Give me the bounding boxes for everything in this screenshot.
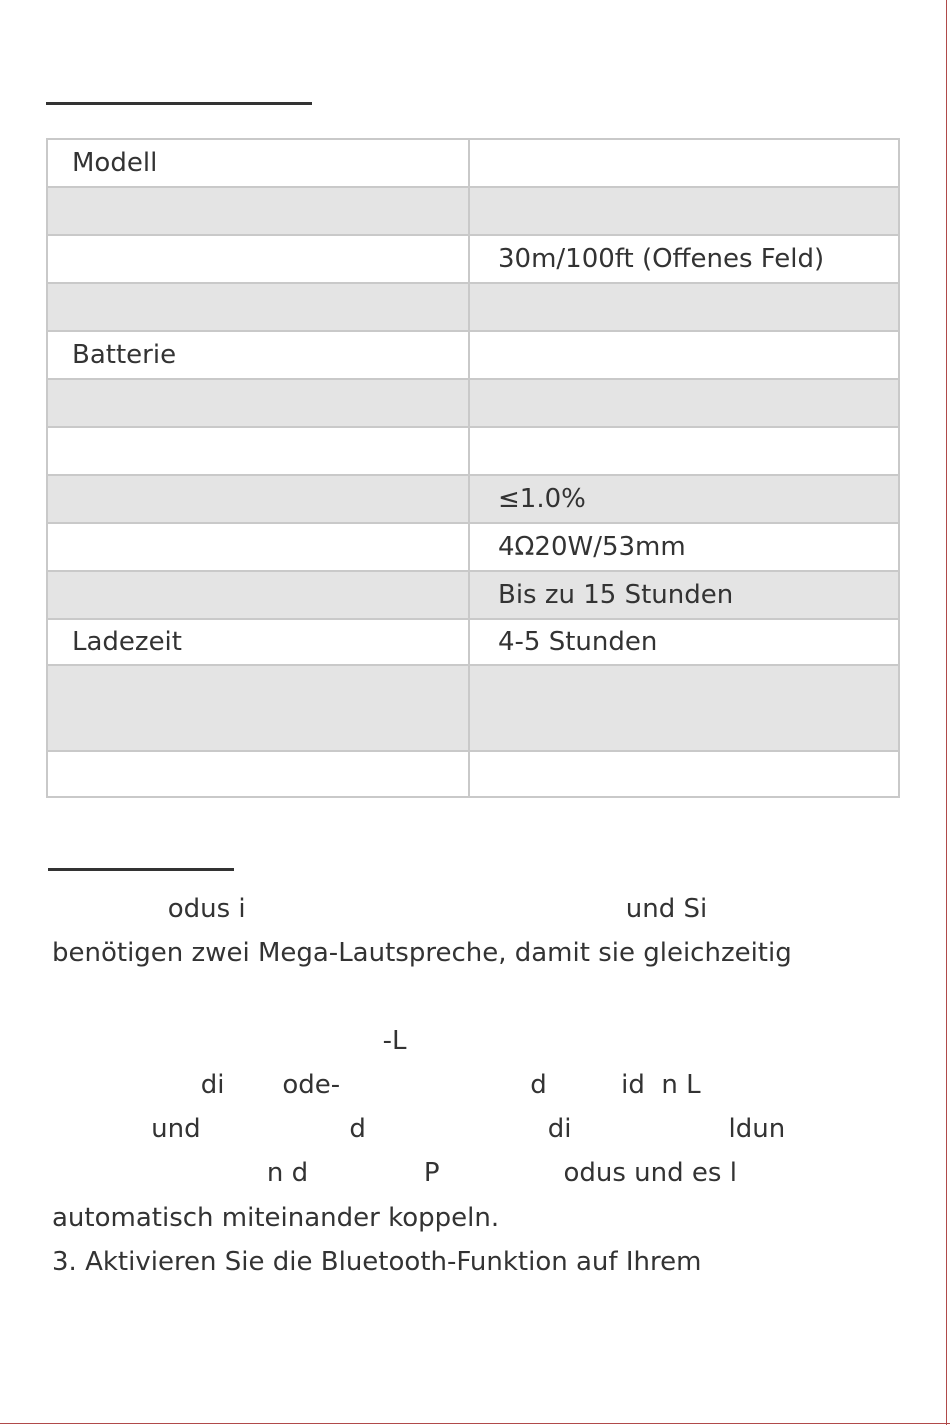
text-line: -L: [52, 1026, 407, 1056]
spec-label-cell: Batterie: [47, 331, 469, 379]
spec-table: [46, 138, 900, 798]
spec-value-cell: 4-5 Stunden: [469, 619, 899, 665]
spec-label-cell: [47, 475, 469, 523]
section-heading-rule: [48, 868, 234, 871]
spec-value-cell: [469, 427, 899, 475]
table-row: [47, 751, 899, 797]
spec-label-cell: [47, 751, 469, 797]
spec-value-cell: Bis zu 15 Stunden: [469, 571, 899, 619]
spec-label-cell: [47, 665, 469, 751]
spec-label-cell: Ladezeit: [47, 619, 469, 665]
table-row: [47, 619, 899, 665]
table-row: [47, 331, 899, 379]
table-row: [47, 571, 899, 619]
text-line: und d di ldun: [52, 1114, 786, 1144]
spec-value-cell: [469, 283, 899, 331]
text-line: 3. Aktivieren Sie die Bluetooth-Funktion auf Ihrem: [52, 1247, 702, 1277]
spec-value-cell: [469, 379, 899, 427]
spec-value-cell: [469, 187, 899, 235]
text-line: n d P odus und es l: [52, 1158, 737, 1188]
table-row: [47, 187, 899, 235]
table-row: [47, 235, 899, 283]
spec-value-cell: [469, 331, 899, 379]
table-row: [47, 475, 899, 523]
spec-label-cell: [47, 427, 469, 475]
spec-label-cell: [47, 379, 469, 427]
spec-label-cell: [47, 283, 469, 331]
spec-label-cell: [47, 523, 469, 571]
spec-value-cell: [469, 751, 899, 797]
text-line: di ode- d id n L: [52, 1070, 701, 1100]
table-row: [47, 665, 899, 751]
spec-label-cell: Modell: [47, 139, 469, 187]
page-edge-bottom: [0, 1423, 950, 1424]
table-row: [47, 427, 899, 475]
spec-label-cell: [47, 235, 469, 283]
spec-value-cell: ≤1.0%: [469, 475, 899, 523]
spec-label-cell: [47, 571, 469, 619]
text-line: benötigen zwei Mega-Lautspreche, damit sie gleichzeitig: [52, 938, 792, 968]
page-edge-right: [946, 0, 947, 1425]
spec-value-cell: [469, 139, 899, 187]
text-line: odus i und Si: [52, 894, 708, 924]
table-row: [47, 139, 899, 187]
spec-value-cell: [469, 665, 899, 751]
spec-value-cell: 30m/100ft (Offenes Feld): [469, 235, 899, 283]
text-line: automatisch miteinander koppeln.: [52, 1203, 500, 1233]
spec-label-cell: [47, 187, 469, 235]
spec-value-cell: 4Ω20W/53mm: [469, 523, 899, 571]
table-row: [47, 283, 899, 331]
section-heading-rule: [46, 102, 312, 105]
table-row: [47, 523, 899, 571]
table-row: [47, 379, 899, 427]
